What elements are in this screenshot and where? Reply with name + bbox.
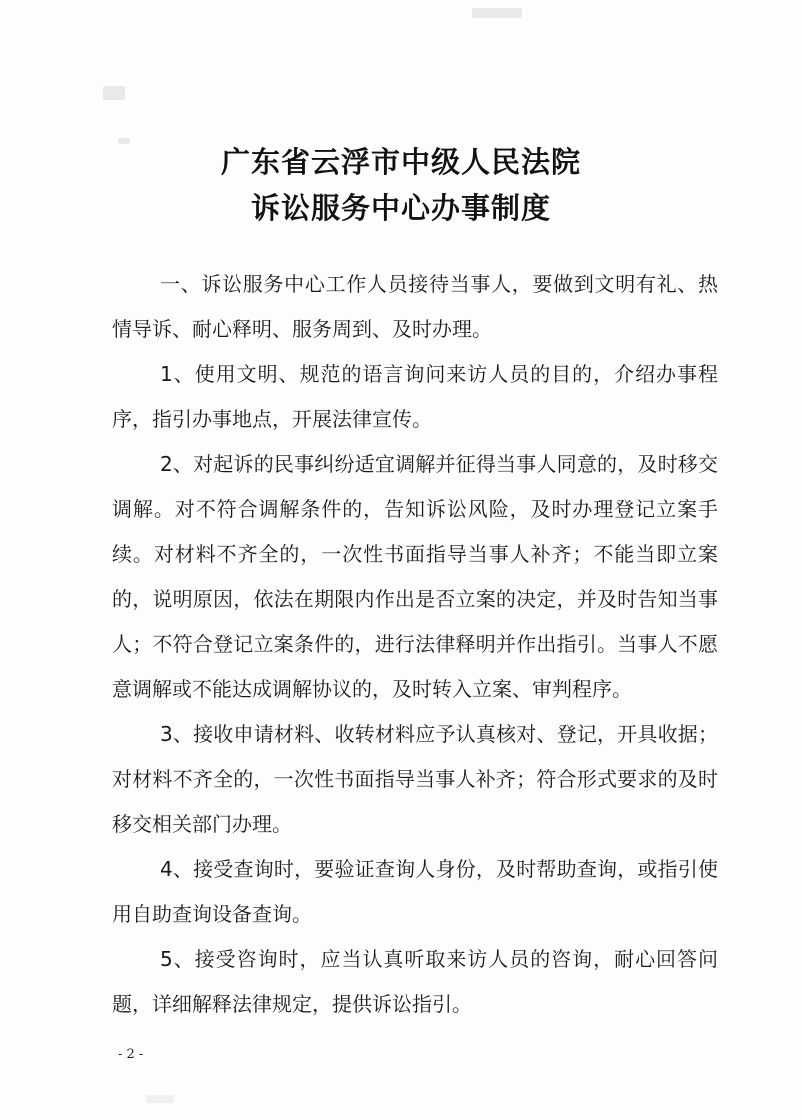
paragraph-section-1: 一、诉讼服务中心工作人员接待当事人，要做到文明有礼、热情导诉、耐心释明、服务周到、及时办理。: [112, 272, 718, 341]
scan-artifact: [472, 8, 522, 18]
paragraph-item-2: 2、对起诉的民事纠纷适宜调解并征得当事人同意的，及时移交调解。对不符合调解条件的，告知诉讼风险，及时办理登记立案手续。对材料不齐全的，一次性书面指导当事人补齐；不能当即立案的，说明原因，依法在期限内作出是否立案的决定，并及时告知当事人；不符合登记立案条件的，进行法律释明并作出指引。当事人不愿意调解或不能达成调解协议的，及时转入立案、审判程序。: [112, 452, 718, 701]
paragraph-item-4: 4、接受查询时，要验证查询人身份，及时帮助查询，或指引使用自助查询设备查询。: [112, 857, 718, 926]
page-number: - 2 -: [118, 1047, 144, 1062]
document-title-line-1: 广东省云浮市中级人民法院: [220, 145, 581, 179]
document-title-line-2: 诉讼服务中心办事制度: [250, 191, 551, 225]
scan-artifact: [103, 86, 125, 100]
scan-artifact: [146, 1095, 174, 1103]
paragraph-item-1: 1、使用文明、规范的语言询问来访人员的目的，介绍办事程序，指引办事地点，开展法律宣传。: [112, 362, 718, 431]
document-body: [112, 262, 718, 1027]
paragraph-item-5: 5、接受咨询时，应当认真听取来访人员的咨询，耐心回答问题，详细解释法律规定，提供诉讼指引。: [112, 947, 718, 1016]
paragraph-item-3: 3、接收申请材料、收转材料应予认真核对、登记，开具收据；对材料不齐全的，一次性书面指导当事人补齐；符合形式要求的及时移交相关部门办理。: [112, 722, 718, 836]
